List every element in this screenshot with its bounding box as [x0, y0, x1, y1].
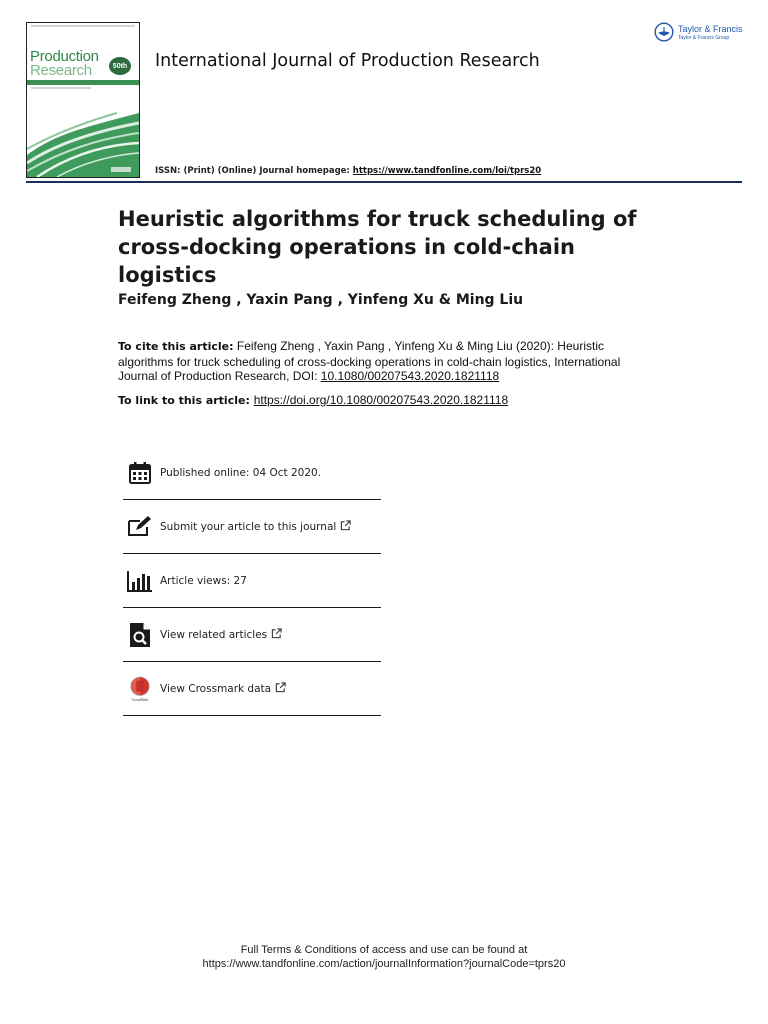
journal-title: International Journal of Production Research: [155, 51, 540, 71]
external-link-icon: [340, 520, 351, 531]
external-link-icon: [271, 628, 282, 639]
article-link-line: [118, 393, 508, 407]
document-search-icon: [127, 622, 153, 648]
publisher-logo: [654, 22, 743, 43]
external-link-icon: [275, 682, 286, 693]
article-views-row: [123, 554, 381, 608]
doi-link[interactable]: 10.1080/00207543.2020.1821118: [320, 369, 500, 383]
publisher-name: Taylor & Francis: [678, 24, 743, 34]
crossmark-logo-text: CrossMark: [131, 697, 149, 702]
link-label: To link to this article:: [118, 394, 254, 407]
issn-line: ISSN: (Print) (Online) Journal homepage: https://www.tandfonline.com/loi/tprs20: [155, 166, 542, 176]
article-views-text: Article views: 27: [160, 574, 247, 587]
journal-homepage-link[interactable]: https://www.tandfonline.com/loi/tprs20: [352, 166, 542, 176]
publisher-group: Taylor & Francis Group: [678, 35, 730, 41]
published-online-row: [123, 447, 381, 500]
cover-artwork: [27, 93, 139, 177]
journal-cover-image: [26, 22, 140, 178]
submit-article-text: Submit your article to this journal: [160, 521, 337, 533]
article-info-list: [123, 447, 381, 716]
related-articles-text: View related articles: [160, 629, 268, 641]
publisher-emblem-icon: [654, 22, 674, 42]
submit-article-row[interactable]: [123, 500, 381, 554]
crossmark-row[interactable]: [123, 662, 381, 716]
cite-label: To cite this article:: [118, 340, 234, 353]
cover-anniversary-badge: 50th: [109, 57, 131, 75]
edit-icon: [127, 514, 153, 540]
cite-text: Feifeng Zheng , Yaxin Pang , Yinfeng Xu & Ming Liu (2020): Heuristic algorithms for truck scheduling of cross-docking operations in cold-chain logistics, International Journal of Production Research, DOI:: [118, 339, 621, 383]
header-divider: [26, 181, 742, 183]
bar-chart-icon: [127, 568, 153, 594]
calendar-icon: [127, 460, 153, 486]
related-articles-row[interactable]: [123, 608, 381, 662]
crossmark-text: View Crossmark data: [160, 683, 272, 695]
cover-title: Production Research: [30, 48, 99, 79]
footer-line-1: Full Terms & Conditions of access and use can be found at: [240, 944, 528, 956]
footer-terms-link[interactable]: https://www.tandfonline.com/action/journalInformation?journalCode=tprs20: [202, 958, 566, 970]
article-title: Heuristic algorithms for truck scheduling of cross-docking operations in cold-chain logistics: [118, 207, 637, 287]
article-doi-url-link[interactable]: https://doi.org/10.1080/00207543.2020.1821118: [253, 393, 509, 407]
published-online-text: Published online: 04 Oct 2020.: [160, 467, 322, 479]
citation-block: [118, 339, 638, 384]
crossmark-icon: [127, 676, 153, 702]
footer-terms: [0, 943, 768, 971]
article-authors: Feifeng Zheng , Yaxin Pang , Yinfeng Xu & Ming Liu: [118, 292, 524, 308]
